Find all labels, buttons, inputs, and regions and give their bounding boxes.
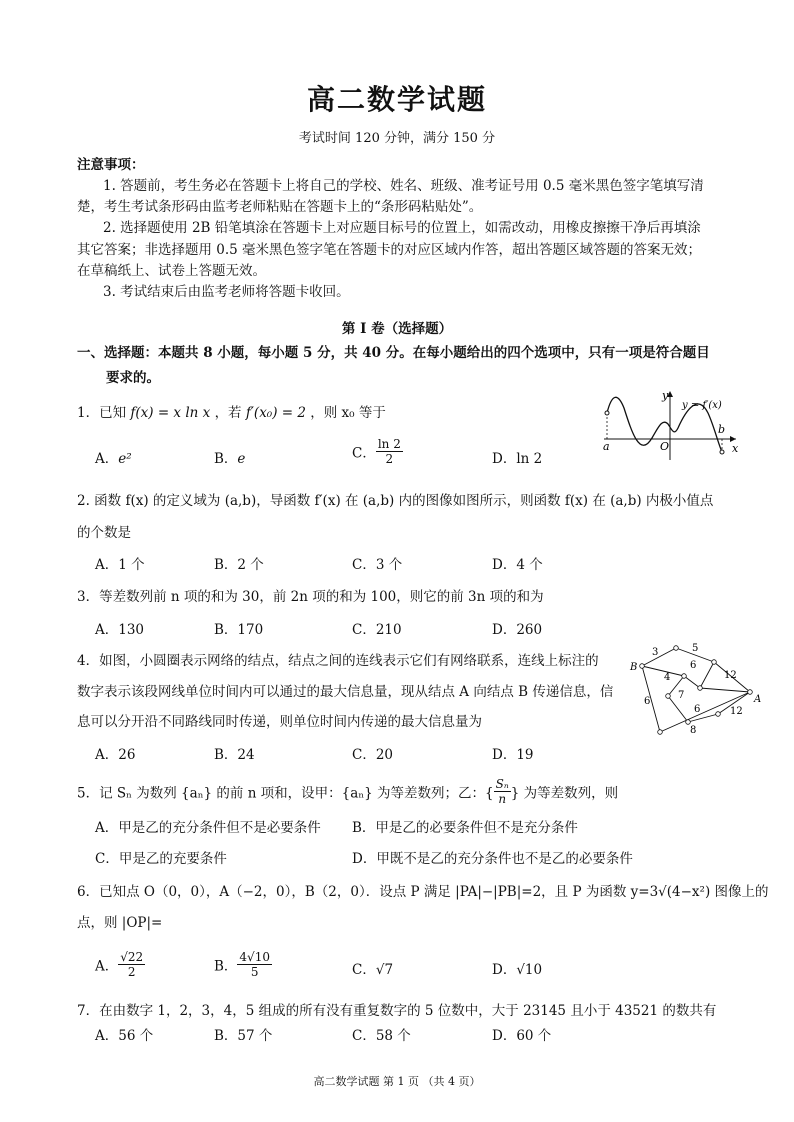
edge-label: 12: [724, 670, 737, 681]
option-b[interactable]: B．24: [214, 747, 255, 763]
section-intro: 要求的。: [106, 370, 160, 386]
question-4-cont: 息可以分开沿不同路线同时传递，则单位时间内传递的最大信息量为: [77, 714, 482, 730]
edge-label: 8: [690, 725, 697, 736]
q1-function: f(x) = x ln x: [130, 405, 211, 421]
option-d[interactable]: D．19: [492, 747, 534, 763]
option-a[interactable]: A． $\frac{√22}{2}$: [95, 950, 144, 979]
option-d[interactable]: D．√10: [492, 962, 543, 978]
edge-label: 12: [730, 706, 743, 717]
edge-label: 3: [652, 647, 659, 658]
notice-line: 2. 选择题使用 2B 铅笔填涂在答题卡上对应题目标号的位置上，如需改动，用橡皮擦擦干净后再填涂: [103, 220, 701, 236]
q1-mid: ，若: [214, 405, 242, 421]
section-title: 第 I 卷（选择题）: [341, 321, 453, 337]
origin-label: O: [660, 440, 670, 453]
option-b[interactable]: B．170: [214, 622, 264, 638]
q1-suffix: ，则 x₀ 等于: [310, 405, 386, 421]
q1-condition: f′(x₀) = 2: [245, 405, 306, 421]
node-b-label: B: [630, 662, 638, 673]
node-a-label: A: [754, 694, 762, 705]
option-b[interactable]: B．2 个: [214, 557, 264, 573]
option-d[interactable]: D．60 个: [492, 1028, 552, 1044]
option-c[interactable]: C．210: [352, 622, 402, 638]
question-4-cont: 数字表示该段网线单位时间内可以通过的最大信息量，现从结点 A 向结点 B 传递信息，信: [77, 684, 614, 700]
edge-label: 6: [694, 704, 701, 715]
option-a[interactable]: A．e²: [95, 451, 132, 467]
option-c[interactable]: C．甲是乙的充要条件: [95, 851, 227, 867]
option-a[interactable]: A．56 个: [95, 1028, 154, 1044]
page-title: 高二数学试题: [306, 83, 487, 116]
question-7: 7．在由数字 1，2，3，4，5 组成的所有没有重复数字的 5 位数中，大于 23145 且小于 43521 的数共有: [77, 1003, 717, 1019]
question-2-cont: 的个数是: [77, 525, 131, 541]
question-4: 4．如图，小圆圈表示网络的结点，结点之间的连线表示它们有网络联系，连线上标注的: [77, 653, 599, 669]
axis-y-label: y: [662, 389, 669, 402]
question-2: 2. 函数 f(x) 的定义域为 (a,b)，导函数 f′(x) 在 (a,b) 内的图像如图所示，则函数 f(x) 在 (a,b) 内极小值点: [77, 493, 714, 509]
point-b-label: b: [718, 423, 726, 436]
question-5: 5．记 Sₙ 为数列 {aₙ} 的前 n 项和，设甲：{aₙ} 为等差数列；乙：{ $\frac{\text{Sₙ}}{n}$ } 为等差数列，则: [77, 777, 619, 806]
notice-line: 3. 考试结束后由监考老师将答题卡收回。: [103, 284, 350, 300]
network-graph: [628, 640, 764, 740]
edge-label: 5: [692, 643, 699, 654]
notice-heading: 注意事项：: [77, 157, 145, 173]
exam-info: 考试时间 120 分钟，满分 150 分: [298, 131, 496, 146]
question-3: 3．等差数列前 n 项的和为 30，前 2n 项的和为 100，则它的前 3n 项的和为: [77, 589, 544, 605]
notice-line: 1. 答题前，考生务必在答题卡上将自己的学校、姓名、班级、准考证号用 0.5 毫米黑色签字笔填写清: [103, 178, 704, 194]
option-c[interactable]: C．3 个: [352, 557, 403, 573]
option-a[interactable]: A．1 个: [95, 557, 145, 573]
edge-label: 7: [678, 690, 685, 701]
option-c[interactable]: C．√7: [352, 962, 394, 978]
option-d[interactable]: D．ln 2: [492, 451, 543, 467]
page-footer: 高二数学试题 第 1 页 （共 4 页）: [313, 1075, 481, 1088]
option-b[interactable]: B． $\frac{4√10}{5}$: [214, 950, 270, 979]
notice-line: 在草稿纸上、试卷上答题无效。: [77, 263, 266, 279]
section-intro: 一、选择题：本题共 8 小题，每小题 5 分，共 40 分。在每小题给出的四个选项中，只有一项是符合题目: [77, 345, 710, 361]
edge-label: 4: [664, 672, 671, 683]
option-b[interactable]: B．甲是乙的必要条件但不是充分条件: [352, 820, 578, 836]
question-6: 6．已知点 O（0，0），A（−2，0），B（2，0）．设点 P 满足 |PA|−|PB|=2，且 P 为函数 y=3√(4−x²) 图像上的: [77, 884, 769, 900]
curve-label: y = f′(x): [682, 400, 722, 411]
option-d[interactable]: D．4 个: [492, 557, 543, 573]
question-1: [77, 401, 386, 421]
question-6-cont: 点，则 |OP|=: [77, 915, 163, 931]
edge-label: 6: [644, 696, 651, 707]
option-d[interactable]: D．260: [492, 622, 543, 638]
option-d[interactable]: D．甲既不是乙的充分条件也不是乙的必要条件: [352, 851, 633, 867]
option-a[interactable]: A．甲是乙的充分条件但不是必要条件: [95, 820, 321, 836]
option-c[interactable]: C．20: [352, 747, 394, 763]
option-c[interactable]: C．58 个: [352, 1028, 411, 1044]
point-a-label: a: [603, 440, 610, 453]
edge-label: 6: [690, 660, 697, 671]
axis-x-label: x: [732, 442, 739, 455]
option-a[interactable]: A．130: [95, 622, 145, 638]
option-b[interactable]: B．e: [214, 451, 246, 467]
option-b[interactable]: B．57 个: [214, 1028, 273, 1044]
derivative-graph: [600, 388, 740, 462]
option-c[interactable]: C． $\frac{\ln 2}{2}$: [352, 437, 401, 466]
notice-line: 其它答案；非选择题用 0.5 毫米黑色签字笔在答题卡的对应区域内作答，超出答题区域答题的答案无效；: [77, 242, 702, 258]
q1-prefix: 1．已知: [77, 405, 127, 421]
notice-line: 楚，考生考试条形码由监考老师粘贴在答题卡上的“条形码粘贴处”。: [77, 199, 483, 215]
option-a[interactable]: A．26: [95, 747, 136, 763]
